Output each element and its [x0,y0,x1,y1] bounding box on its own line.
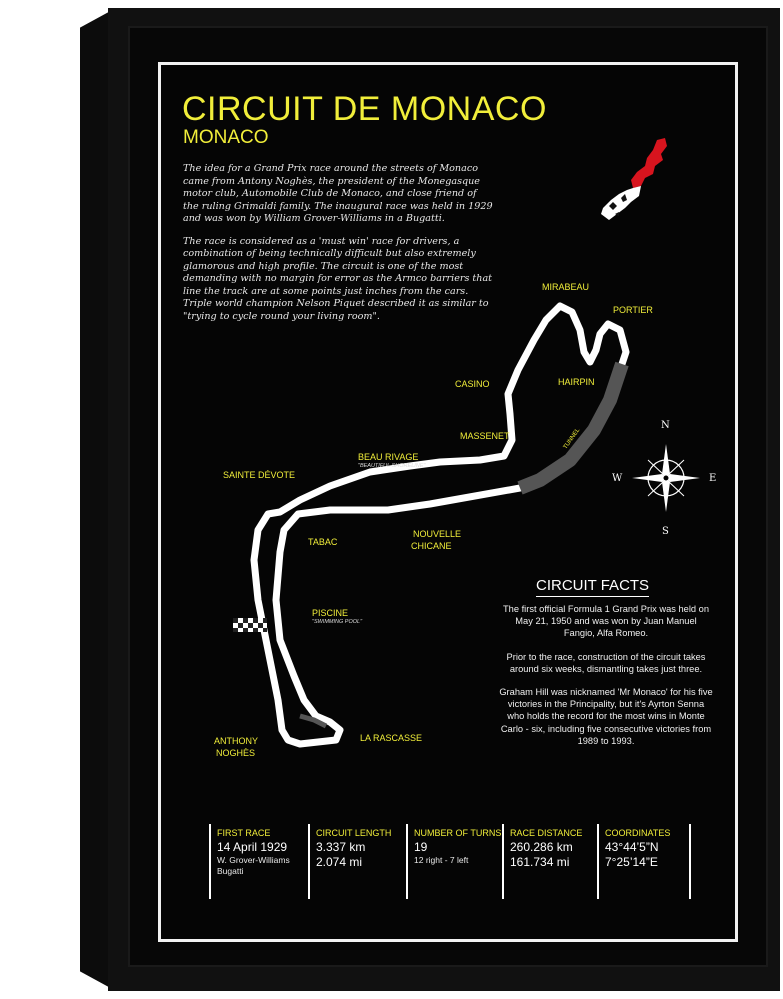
stat-label: FIRST RACE [217,828,271,838]
stat-end-divider [689,824,693,899]
intro-paragraph: The race is considered as a 'must win' race for drivers, a combination of being technically difficult but also extremely glamorous and high profile. The circuit is one of the most demanding with no margin for error as the Armco barriers that line the track are at some points just inches from the cars. Triple world champion Nelson Piquet described it as similar to "trying to cycle round your living room". [183,235,493,322]
corner-nouvelle-chicane: NOUVELLE [413,529,462,539]
intro-paragraph: The idea for a Grand Prix race around the streets of Monaco came from Antony Noghès, the president of the Monegasque motor club, Automobile Club de Monaco, and close friend of the ruling Grimaldi family. The inaugural race was held in 1929 and was won by William Grover-Williams in a Bugatti. [183,163,493,224]
corner-anthony-noghes-2: NOGHÈS [216,748,256,758]
stat-value: 7°25’14”E [605,855,658,869]
facts-text [499,603,713,758]
stat-circuit-length [308,824,404,899]
stat-label: NUMBER OF TURNS [414,828,502,838]
stat-value: 43°44’5”N [605,840,659,854]
piscine-note: "SWIMMING POOL" [312,619,363,625]
stat-turns [406,824,502,899]
compass-west: W [612,473,623,484]
facts-paragraph: The first official Formula 1 Grand Prix was held on May 21, 1950 and was won by Juan Manuel Fangio, Alfa Romeo. [503,604,709,639]
facts-paragraph: Graham Hill was nicknamed 'Mr Monaco' for his five victories in the Principality, but it's Ayrton Senna who holds the record for the most wins in Monte Carlo - six, including five consecutive victories from 1989 to 1993. [499,687,713,746]
compass-south: S [662,526,669,537]
stats-row [205,824,705,904]
corner-mirabeau: MIRABEAU [542,282,590,292]
stat-label: CIRCUIT LENGTH [316,828,392,838]
page-subtitle: MONACO [183,127,269,148]
corner-casino: CASINO [455,379,490,389]
facts-paragraph: Prior to the race, construction of the circuit takes around six weeks, dismantling takes just three. [506,651,706,674]
corner-tabac: TABAC [308,537,338,547]
corner-piscine: PISCINE [312,608,349,618]
stat-detail: W. Grover-Williams [217,855,290,865]
stat-value: 14 April 1929 [217,840,288,854]
corner-sainte-devote: SAINTE DÉVOTE [223,470,296,480]
stat-value: 19 [414,840,428,854]
stat-value: 260.286 km [510,840,573,854]
corner-nouvelle-chicane-2: CHICANE [411,541,452,551]
stat-detail: 12 right - 7 left [414,855,469,865]
tunnel-label: TUNNEL [562,427,582,451]
page-title: CIRCUIT DE MONACO [182,90,547,128]
start-finish-checker [233,618,267,632]
corner-portier: PORTIER [613,305,653,315]
corner-la-rascasse: LA RASCASSE [360,733,423,743]
stat-label: COORDINATES [605,828,671,838]
facts-title: CIRCUIT FACTS [536,577,649,597]
stat-label: RACE DISTANCE [510,828,583,838]
compass-east: E [709,473,717,484]
stat-coordinates [597,824,687,899]
stat-value: 3.337 km [316,840,366,854]
stat-detail: Bugatti [217,866,244,876]
corner-beau-rivage: BEAU RIVAGE [358,452,419,462]
beau-rivage-note: "BEAUTIFUL SHORELINE" [358,463,426,469]
stat-value: 161.734 mi [510,855,570,869]
compass-north: N [661,420,670,431]
compass-rose-icon [628,438,704,518]
stat-value: 2.074 mi [316,855,363,869]
corner-massenet: MASSENET [460,431,510,441]
stat-race-distance [502,824,598,899]
stat-first-race [209,824,307,899]
corner-hairpin: HAIRPIN [558,377,595,387]
corner-anthony-noghes: ANTHONY [214,736,259,746]
